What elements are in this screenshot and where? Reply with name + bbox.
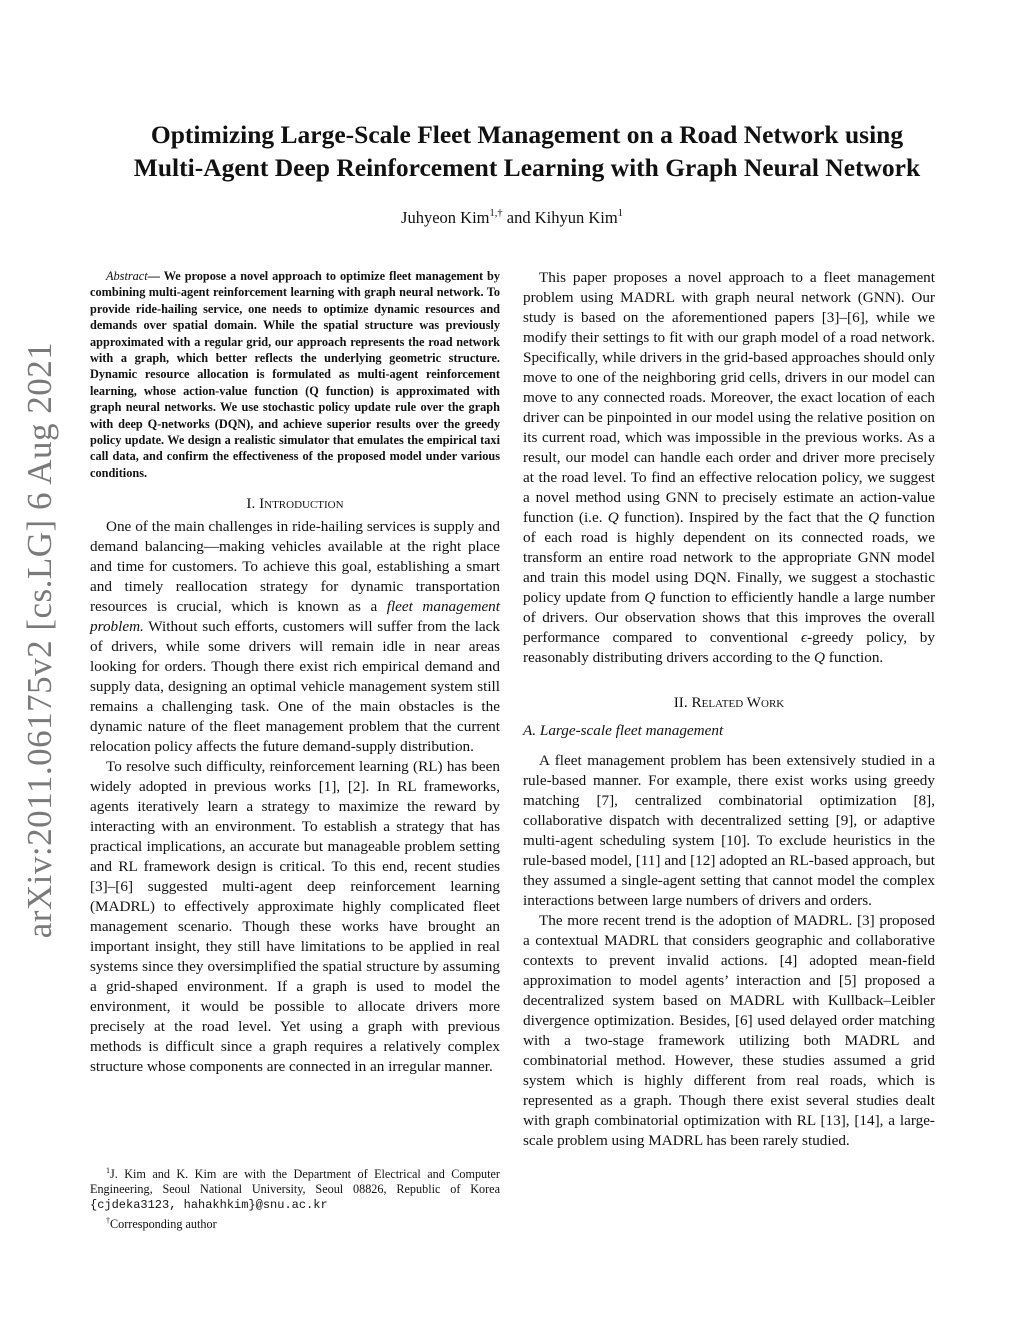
footnote-text: J. Kim and K. Kim are with the Department of Electrical and Computer Engineering, Seoul National University, Seoul 08826, Republic of Korea — [90, 1167, 500, 1196]
footnotes — [90, 1163, 500, 1232]
text-run: This paper proposes a novel approach to a fleet management problem using MADRL with graph neural network (GNN). Our study is based on the aforementioned papers [3]–[6], while we modify their settings to fit with our graph model of a road network. Specifically, while drivers in the grid-based approaches should only move to one of the neighboring grid cells, drivers in our model can move to any connected roads. Moreover, the exact location of each driver can be pinpointed in our model using the relative position on its current road, which was impossible in the previous works. As a result, our model can handle each order and driver more precisely at the road level. To find an effective relocation policy, we suggest a novel method using GNN to precisely estimate an action-value function (i.e. — [523, 269, 935, 526]
subsection-heading: A. Large-scale fleet management — [523, 722, 724, 739]
section-number: I. — [246, 495, 260, 513]
math-q: Q — [868, 509, 880, 526]
related-paragraph-2: The more recent trend is the adoption of MADRL. [3] proposed a contextual MADRL that considers geographic and collaborative contexts to prevent invalid actions. [4] adopted mean-field approximation to model agents’ interaction and [5] proposed a decentralized system based on MADRL with Kullback–Leibler divergence optimization. Besides, [6] used delayed order matching with a two-stage framework utilizing both MADRL and combinatorial method. However, these studies assumed a grid system which is highly different from real roads, which is represented as a graph. Though there exist several studies dealt with graph combinatorial optimization with RL [13], [14], a large-scale problem using MADRL has been rarely studied. — [523, 912, 935, 1149]
abstract-lead: Abstract — [106, 269, 148, 283]
text-run: Without such efforts, customers will suffer from the lack of drivers, while some drivers will remain idle in near areas looking for orders. Though there exist rich empirical demand and supply data, designing an optimal vehicle management system still remains a challenging task. One of the main obstacles is the dynamic nature of the fleet management problem that the current relocation policy affects the future demand-supply distribution. — [90, 618, 500, 756]
section-number: II. — [673, 694, 692, 711]
emphasis-term: fleet management problem. — [90, 598, 501, 636]
text-run: function of each road is highly dependent on its connected roads, we transform an entire road network to the appropriate GNN model and train this model using DQN. Finally, we suggest a stochastic policy update from — [523, 509, 935, 606]
text-run: One of the main challenges in ride-hailing services is supply and demand balancing—making vehicles available at the right place and time for customers. To achieve this goal, establishing a smart and timely reallocation strategy for dynamic transportation resources is crucial, which is known as a — [90, 518, 500, 616]
text-run: function to efficiently handle a large number of drivers. Our observation shows that this improves the overall performance compared to conventional — [523, 589, 936, 646]
section-title: Introduction — [259, 495, 344, 513]
footnote-affiliation — [90, 1163, 500, 1213]
author-1-affiliation: 1,† — [489, 208, 503, 219]
text-run: function. — [825, 649, 884, 666]
section-heading-introduction — [90, 494, 500, 514]
author-conjunction: and — [502, 208, 535, 227]
footnote-emails: {cjdeka3123, hahakhkim} — [90, 1198, 256, 1212]
math-q: Q — [814, 649, 825, 666]
abstract-text: — We propose a novel approach to optimize fleet management by combining multi-agent reinforcement learning with graph neural network. To provide ride-hailing service, one needs to optimize dynamic resources and demands over spatial domain. While the spatial structure was previously approximated with a regular grid, our approach represents the road network with a graph, which better reflects the underlying geometric structure. Dynamic resource allocation is formulated as multi-agent reinforcement learning, whose action-value function (Q function) is approximated with graph neural networks. We use stochastic policy update rule over the graph with deep Q-networks (DQN), and achieve superior results over the greedy policy update. We design a realistic simulator that emulates the empirical taxi call data, and confirm the effectiveness of the proposed model under various conditions. — [90, 269, 500, 480]
footnote-mark: 1 — [106, 1166, 110, 1175]
author-line — [0, 208, 1024, 228]
abstract — [90, 268, 500, 481]
footnote-mark: † — [106, 1216, 110, 1225]
footnote-text: Corresponding author — [110, 1217, 217, 1231]
math-q: Q — [607, 509, 619, 526]
arxiv-identifier-stamp: arXiv:2011.06175v2 [cs.LG] 6 Aug 2021 — [20, 341, 59, 939]
author-2: Kihyun Kim — [534, 208, 618, 227]
paper-title — [60, 118, 994, 184]
title-line-1: Optimizing Large-Scale Fleet Management on a Road Network using — [150, 120, 904, 149]
intro-paragraph-2: To resolve such difficulty, reinforcement learning (RL) has been widely adopted in previous works [1], [2]. In RL frameworks, agents iteratively learn a strategy to maximize the reward by interacting with an environment. To establish a strategy that has practical implications, an accurate but manageable problem setting and RL framework design is critical. To this end, recent studies [3]–[6] suggested multi-agent deep reinforcement learning (MADRL) to effectively approximate highly complicated fleet management scenario. Though these works have brought an important insight, they still have limitations to be applied in real systems since they oversimplified the spatial structure by assuming a grid-shaped environment. If a graph is used to model the environment, it would be possible to allocate drivers more precisely at the road level. Yet using a graph with previous methods is difficult since a graph requires a relatively complex structure whose components are connected in an irregular manner. — [90, 758, 500, 1076]
title-line-2: Multi-Agent Deep Reinforcement Learning with Graph Neural Network — [133, 153, 921, 182]
intro-paragraph-1 — [90, 517, 500, 757]
related-paragraph-1: A fleet management problem has been extensively studied in a rule-based manner. For example, there exist works using greedy matching [7], centralized combinatorial optimization [8], collaborative dispatch with decentralized setting [9], or adaptive multi-agent scheduling system [10]. To exclude heuristics in the rule-based model, [11] and [12] adopted an RL-based approach, but they assumed a single-agent setting that cannot model the complex interactions between large numbers of drivers and orders. — [523, 752, 935, 909]
author-2-affiliation: 1 — [617, 208, 623, 219]
left-column — [90, 268, 500, 1077]
section-heading-related-work — [523, 693, 935, 713]
text-run: function). Inspired by the fact that the — [618, 509, 869, 526]
math-q: Q — [644, 589, 656, 606]
right-column — [523, 268, 935, 1151]
footnote-email-domain: @snu.ac.kr — [255, 1198, 328, 1212]
intro-paragraph-3 — [523, 268, 935, 668]
text-run: -greedy policy, by reasonably distributing drivers according to the — [523, 629, 935, 666]
section-title: Related Work — [691, 694, 785, 711]
author-1: Juhyeon Kim — [401, 208, 490, 227]
math-epsilon: ϵ — [800, 629, 808, 646]
footnote-corresponding — [90, 1213, 500, 1232]
